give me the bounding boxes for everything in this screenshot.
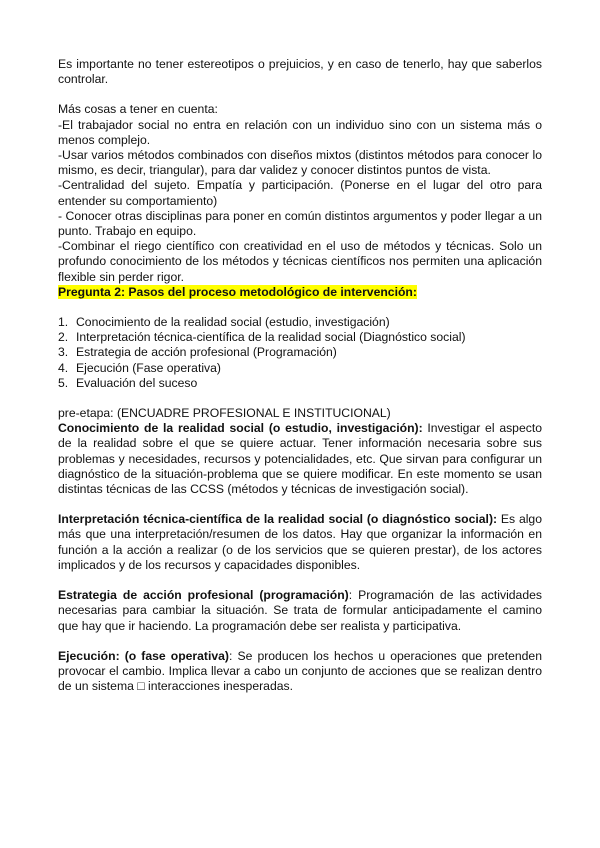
list-item: 4. Ejecución (Fase operativa) [58,360,221,375]
pasos-list [58,315,542,391]
intro-paragraph: Es importante no tener estereotipos o prejuicios, y en caso de tenerlo, hay que saberlos controlar. [58,57,542,87]
section-interpretacion [58,512,542,573]
pregunta-2-heading: Pregunta 2: Pasos del proceso metodológico de intervención: [58,284,417,299]
section-title: Ejecución: (o fase operativa) [58,648,229,663]
section-body: Investigar el aspecto de la realidad sobre el que se quiere actuar. Tener información necesaria sobre sus problemas y necesidades, recursos y potencialidades, etc. Que sirvan para configurar un diagnóstico de la situación-problema que se quiere modificar. En este momento se usan distintas técnicas de las CCSS (métodos y técnicas de investigación social). [58,421,542,497]
mas-cosas-item: -Usar varios métodos combinados con diseños mixtos (distintos métodos para conocer lo mismo, es decir, triangular), para dar validez y conocer distintos puntos de vista. [58,148,542,178]
list-item: 3. Estrategia de acción profesional (Programación) [58,345,337,360]
mas-cosas-title: Más cosas a tener en cuenta: [58,102,218,117]
section-body: Es algo más que una interpretación/resumen de los datos. Hay que organizar la información en función a la acción a realizar (o de los servicios que se quieren prestar), de los actores implicados y de los recursos y capacidades disponibles. [58,512,542,572]
document-page [58,57,542,694]
pre-etapa: pre-etapa: (ENCUADRE PROFESIONAL E INSTITUCIONAL) [58,406,391,421]
section-ejecucion [58,649,542,695]
list-item: 1. Conocimiento de la realidad social (estudio, investigación) [58,315,390,330]
section-title: Estrategia de acción profesional (programación) [58,588,349,603]
mas-cosas-item: -Centralidad del sujeto. Empatía y participación. (Ponerse en el lugar del otro para entender su comportamiento) [58,178,542,208]
mas-cosas-item: - Conocer otras disciplinas para poner en común distintos argumentos y poder llegar a un punto. Trabajo en equipo. [58,208,542,239]
mas-cosas-item: -El trabajador social no entra en relación con un individuo sino con un sistema más o menos complejo. [58,117,542,147]
mas-cosas-item: -Combinar el riego científico con creatividad en el uso de métodos y técnicas. Solo un profundo conocimiento de los métodos y técnicas científicos nos permiten una aplicación flexible sin perder rigor. [58,239,542,284]
section-estrategia [58,588,542,634]
list-item: 5. Evaluación del suceso [58,375,198,390]
section-title: Conocimiento de la realidad social (o estudio, investigación): [58,421,423,436]
section-title: Interpretación técnica-científica de la realidad social (o diagnóstico social): [58,512,498,527]
section-conocimiento [58,421,542,497]
section-body: : Se producen los hechos u operaciones que pretenden provocar el cambio. Implica llevar a cabo un conjunto de acciones que se realizan dentro de un sistema □ interacciones inesperadas. [58,648,542,694]
list-item: 2. Interpretación técnica-científica de la realidad social (Diagnóstico social) [58,330,466,345]
section-body: : Programación de las actividades necesarias para cambiar la situación. Se trata de formular anticipadamente el camino que hay que ir haciendo. La programación debe ser realista y participativa. [58,588,542,633]
